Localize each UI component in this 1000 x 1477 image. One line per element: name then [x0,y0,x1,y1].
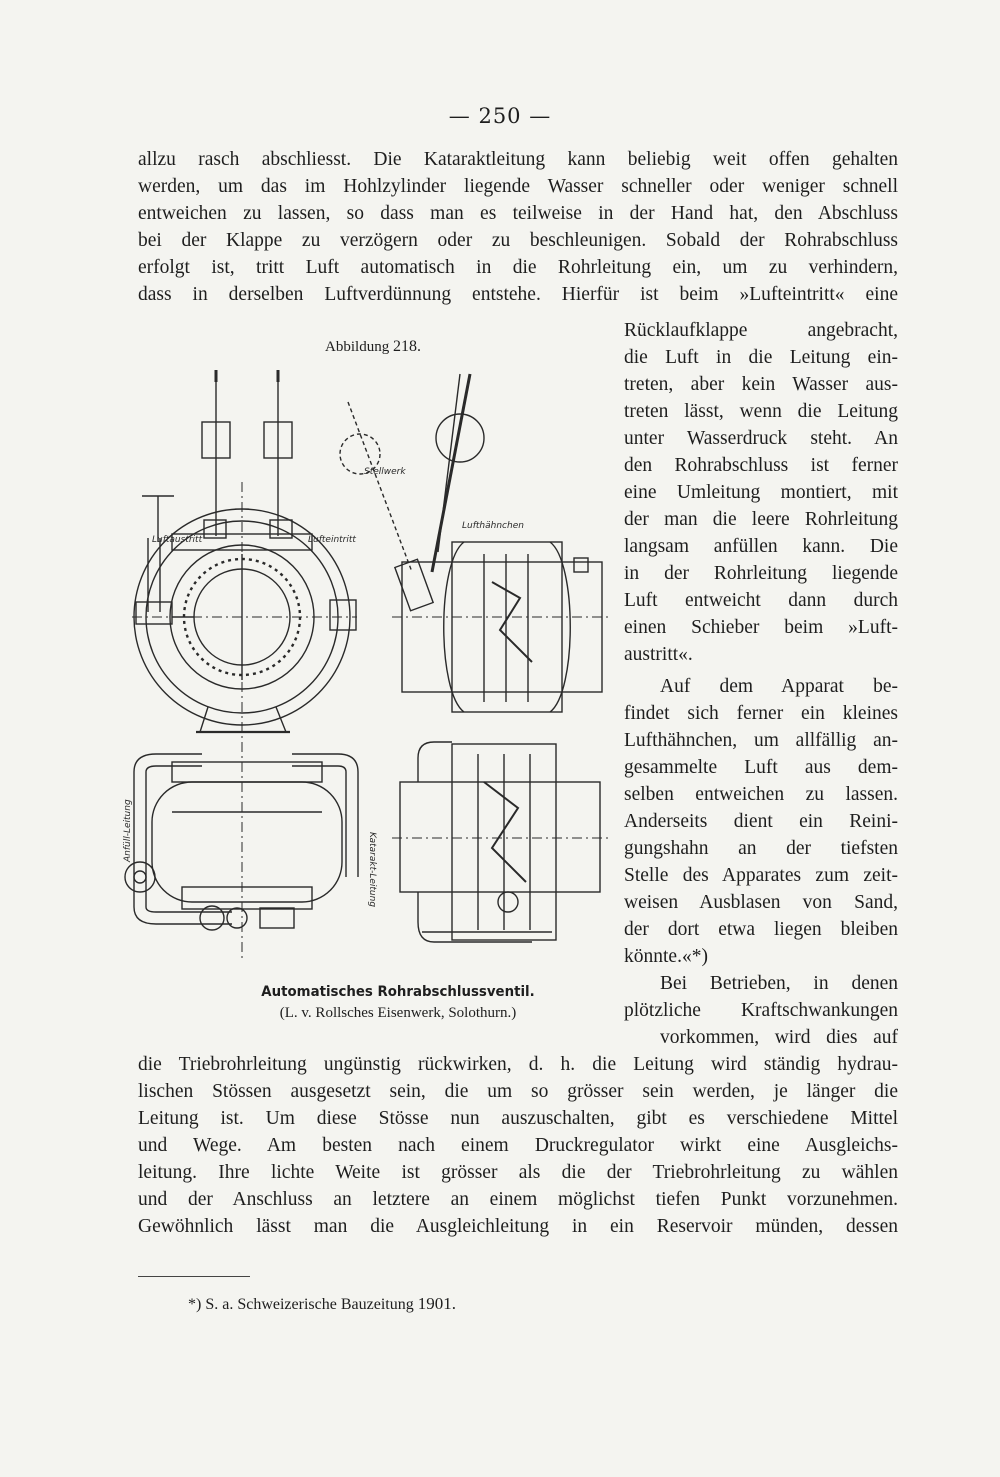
text-line: die Luft in die Leitung ein- [624,347,898,368]
text-line: gesammelte Luft aus dem- [624,757,898,778]
text-line: Stelle des Apparates zum zeit- [624,865,898,886]
text-line: den Rohrabschluss ist ferner [624,455,898,476]
footnote-text: *) S. a. Schweizerische Bauzeitung [188,1296,418,1313]
text-line: leitung. Ihre lichte Weite ist grösser als die der Triebrohrleitung zu wählen [138,1162,898,1183]
front-view [132,370,357,962]
text-line: gungshahn an der tiefsten [624,838,898,859]
text-line: findet sich ferner ein kleines [624,703,898,724]
figure-number: 218. [392,338,421,355]
text-line: unter Wasserdruck steht. An [624,428,898,449]
text-line: vorkommen, wird dies auf [660,1027,898,1048]
label-katarakt-leitung: Katarakt-Leitung [367,832,377,908]
plan-view [123,742,377,942]
text-line: plötzliche Kraftschwankungen [624,1000,898,1021]
text-line: werden, um das im Hohlzylinder liegende Wasser schneller oder weniger schnell [138,176,898,197]
valve-drawing [112,362,612,962]
text-line: Bei Betrieben, in denen [660,973,898,994]
text-line: entweichen zu lassen, so dass man es teilweise in der Hand hat, den Abschluss [138,203,898,224]
text-line: der dort etwa liegen bleiben [624,919,898,940]
text-line: einen Schieber beim »Luft- [624,617,898,638]
text-line: austritt«. [624,644,693,665]
side-section-view [340,374,610,712]
text-line: und der Anschluss an letztere an einem möglichst tiefen Punkt vorzunehmen. [138,1189,898,1210]
text-line: in der Rohrleitung liegende [624,563,898,584]
text-line: der man die leere Rohrleitung [624,509,898,530]
text-line: selben entweichen zu lassen. [624,784,898,805]
figure-label [138,338,608,356]
text-line: treten lässt, wenn die Leitung [624,401,898,422]
label-luftaustritt: Luftaustritt [152,535,203,545]
text-line: lischen Stössen ausgesetzt sein, die um so grösser sein werden, je länger die [138,1081,898,1102]
text-line: die Triebrohrleitung ungünstig rückwirken, d. h. die Leitung wird ständig hydrau- [138,1054,898,1075]
figure-caption-source: (L. v. Rollsches Eisenwerk, Solothurn.) [279,1005,517,1021]
text-line: treten, aber kein Wasser aus- [624,374,898,395]
label-lufthaehnchen: Lufthähnchen [462,521,524,531]
text-line: Gewöhnlich lässt man die Ausgleichleitung in ein Reservoir münden, dessen [138,1216,898,1237]
text-line: erfolgt ist, tritt Luft automatisch in die Rohrleitung ein, um zu verhindern, [138,257,898,278]
text-line: dass in derselben Luftverdünnung entstehe. Hierfür ist beim »Lufteintritt« eine [138,284,898,305]
text-line: allzu rasch abschliesst. Die Kataraktleitung kann beliebig weit offen gehalten [138,149,898,170]
text-line: Anderseits dient ein Reini- [624,811,898,832]
figure-label-word: Abbildung [325,339,390,355]
text-line: bei der Klappe zu verzögern oder zu beschleunigen. Sobald der Rohrabschluss [138,230,898,251]
figure-caption-title: Automatisches Rohrabschlussventil. [261,984,535,1000]
footnote-rule [138,1276,250,1277]
text-line: Auf dem Apparat be- [660,676,898,697]
text-line: eine Umleitung montiert, mit [624,482,898,503]
footnote-year: 1901. [417,1294,456,1313]
text-line: und Wege. Am besten nach einem Druckregulator wirkt eine Ausgleichs- [138,1135,898,1156]
text-line: Rücklaufklappe angebracht, [624,320,898,341]
label-anfuell-leitung: Anfüll-Leitung [123,799,133,862]
text-line: Luft entweicht dann durch [624,590,898,611]
label-stellwerk: Stellwerk [364,467,406,477]
footnote [188,1294,456,1314]
page-number: — 250 — [448,104,552,128]
label-lufteintritt: Lufteintritt [308,535,356,545]
lower-section-view [392,742,610,942]
text-line: weisen Ausblasen von Sand, [624,892,898,913]
text-line: könnte.«*) [624,946,708,967]
text-line: langsam anfüllen kann. Die [624,536,898,557]
text-line: Lufthähnchen, um allfällig an- [624,730,898,751]
text-line: Leitung ist. Um diese Stösse nun auszuschalten, gibt es verschiedene Mittel [138,1108,898,1129]
